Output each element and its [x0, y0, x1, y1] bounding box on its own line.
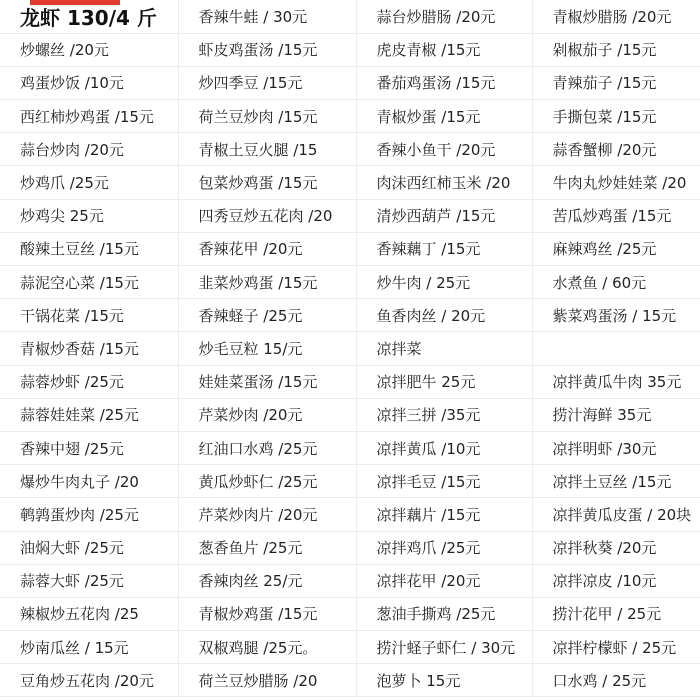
menu-item: 凉拌藕片 /15元	[356, 498, 532, 531]
menu-item: 凉拌毛豆 /15元	[356, 465, 532, 498]
table-row	[0, 531, 700, 564]
menu-item: 红油口水鸡 /25元	[178, 431, 356, 464]
menu-item: 炒毛豆粒 15/元	[178, 332, 356, 365]
menu-item: 荷兰豆炒肉 /15元	[178, 100, 356, 133]
menu-item: 苦瓜炒鸡蛋 /15元	[532, 199, 700, 232]
menu-item: 手撕包菜 /15元	[532, 100, 700, 133]
menu-item	[532, 332, 700, 365]
menu-item: 凉拌肥牛 25元	[356, 365, 532, 398]
menu-item: 爆炒牛肉丸子 /20	[0, 465, 178, 498]
menu-item: 香辣花甲 /20元	[178, 232, 356, 265]
menu-item: 蒜泥空心菜 /15元	[0, 266, 178, 299]
menu-item: 蒜蓉娃娃菜 /25元	[0, 398, 178, 431]
menu-item: 剁椒茄子 /15元	[532, 33, 700, 66]
section-heading: 凉拌菜	[356, 332, 532, 365]
menu-item: 捞汁花甲 / 25元	[532, 597, 700, 630]
menu-item: 牛肉丸炒娃娃菜 /20	[532, 166, 700, 199]
menu-title: 龙虾 130/4 斤	[0, 0, 178, 33]
menu-item: 凉拌柠檬虾 / 25元	[532, 631, 700, 664]
menu-item: 青椒炒腊肠 /20元	[532, 0, 700, 33]
menu-item: 泡萝卜 15元	[356, 664, 532, 697]
menu-item: 四秀豆炒五花肉 /20	[178, 199, 356, 232]
menu-item: 芹菜炒肉 /20元	[178, 398, 356, 431]
menu-item: 蒜台炒肉 /20元	[0, 133, 178, 166]
menu-item: 番茄鸡蛋汤 /15元	[356, 66, 532, 99]
menu-item: 包菜炒鸡蛋 /15元	[178, 166, 356, 199]
menu-item: 凉拌明虾 /30元	[532, 431, 700, 464]
menu-item: 炒牛肉 / 25元	[356, 266, 532, 299]
menu-item: 凉拌土豆丝 /15元	[532, 465, 700, 498]
menu-item: 肉沫西红柿玉米 /20	[356, 166, 532, 199]
menu-item: 蒜香蟹柳 /20元	[532, 133, 700, 166]
table-row	[0, 597, 700, 630]
menu-item: 酸辣土豆丝 /15元	[0, 232, 178, 265]
menu-item: 蒜蓉大虾 /25元	[0, 564, 178, 597]
menu-item: 鸡蛋炒饭 /10元	[0, 66, 178, 99]
menu-item: 炒螺丝 /20元	[0, 33, 178, 66]
menu-item: 凉拌黄瓜皮蛋 / 20块	[532, 498, 700, 531]
menu-item: 鱼香肉丝 / 20元	[356, 299, 532, 332]
menu-item: 香辣中翅 /25元	[0, 431, 178, 464]
menu-item: 香辣蛏子 /25元	[178, 299, 356, 332]
menu-item: 香辣小鱼干 /20元	[356, 133, 532, 166]
menu-item: 葱油手撕鸡 /25元	[356, 597, 532, 630]
table-row	[0, 33, 700, 66]
menu-item: 清炒西葫芦 /15元	[356, 199, 532, 232]
menu-item: 炒四季豆 /15元	[178, 66, 356, 99]
menu-item: 黄瓜炒虾仁 /25元	[178, 465, 356, 498]
menu-item: 凉拌黄瓜 /10元	[356, 431, 532, 464]
menu-item: 娃娃菜蛋汤 /15元	[178, 365, 356, 398]
table-row	[0, 465, 700, 498]
menu-item: 凉拌秋葵 /20元	[532, 531, 700, 564]
menu-item: 豆角炒五花肉 /20元	[0, 664, 178, 697]
menu-item: 蒜蓉炒虾 /25元	[0, 365, 178, 398]
menu-item: 凉拌鸡爪 /25元	[356, 531, 532, 564]
menu-item: 麻辣鸡丝 /25元	[532, 232, 700, 265]
menu-item: 香辣牛蛙 / 30元	[178, 0, 356, 33]
menu-item: 青椒土豆火腿 /15	[178, 133, 356, 166]
menu-item: 凉拌三拼 /35元	[356, 398, 532, 431]
menu-item: 辣椒炒五花肉 /25	[0, 597, 178, 630]
table-row	[0, 631, 700, 664]
menu-item: 荷兰豆炒腊肠 /20	[178, 664, 356, 697]
menu-item: 凉拌黄瓜牛肉 35元	[532, 365, 700, 398]
table-row	[0, 431, 700, 464]
table-row	[0, 166, 700, 199]
menu-item: 鹌鹑蛋炒肉 /25元	[0, 498, 178, 531]
menu-item: 炒南瓜丝 / 15元	[0, 631, 178, 664]
table-row	[0, 266, 700, 299]
menu-item: 芹菜炒肉片 /20元	[178, 498, 356, 531]
menu-item: 葱香鱼片 /25元	[178, 531, 356, 564]
table-row	[0, 133, 700, 166]
menu-item: 水煮鱼 / 60元	[532, 266, 700, 299]
table-row	[0, 365, 700, 398]
table-row	[0, 299, 700, 332]
menu-item: 炒鸡尖 25元	[0, 199, 178, 232]
table-row	[0, 564, 700, 597]
menu-item: 青椒炒香菇 /15元	[0, 332, 178, 365]
menu-item: 口水鸡 / 25元	[532, 664, 700, 697]
menu-item: 青椒炒鸡蛋 /15元	[178, 597, 356, 630]
table-row	[0, 332, 700, 365]
table-row	[0, 66, 700, 99]
menu-item: 青辣茄子 /15元	[532, 66, 700, 99]
menu-item: 香辣藕丁 /15元	[356, 232, 532, 265]
menu-item: 油焖大虾 /25元	[0, 531, 178, 564]
menu-item: 蒜台炒腊肠 /20元	[356, 0, 532, 33]
menu-item: 紫菜鸡蛋汤 / 15元	[532, 299, 700, 332]
menu-item: 虾皮鸡蛋汤 /15元	[178, 33, 356, 66]
table-row	[0, 498, 700, 531]
menu-item: 炒鸡爪 /25元	[0, 166, 178, 199]
menu-item: 香辣肉丝 25/元	[178, 564, 356, 597]
table-row	[0, 199, 700, 232]
menu-item: 干锅花菜 /15元	[0, 299, 178, 332]
menu-item: 西红柿炒鸡蛋 /15元	[0, 100, 178, 133]
menu-item: 凉拌凉皮 /10元	[532, 564, 700, 597]
menu-item: 青椒炒蛋 /15元	[356, 100, 532, 133]
table-row	[0, 232, 700, 265]
table-row	[0, 398, 700, 431]
menu-item: 双椒鸡腿 /25元。	[178, 631, 356, 664]
table-row	[0, 100, 700, 133]
menu-item: 虎皮青椒 /15元	[356, 33, 532, 66]
table-row	[0, 0, 700, 33]
menu-item: 捞汁海鲜 35元	[532, 398, 700, 431]
menu-item: 凉拌花甲 /20元	[356, 564, 532, 597]
table-row	[0, 664, 700, 697]
menu-item: 韭菜炒鸡蛋 /15元	[178, 266, 356, 299]
menu-item: 捞汁蛏子虾仁 / 30元	[356, 631, 532, 664]
